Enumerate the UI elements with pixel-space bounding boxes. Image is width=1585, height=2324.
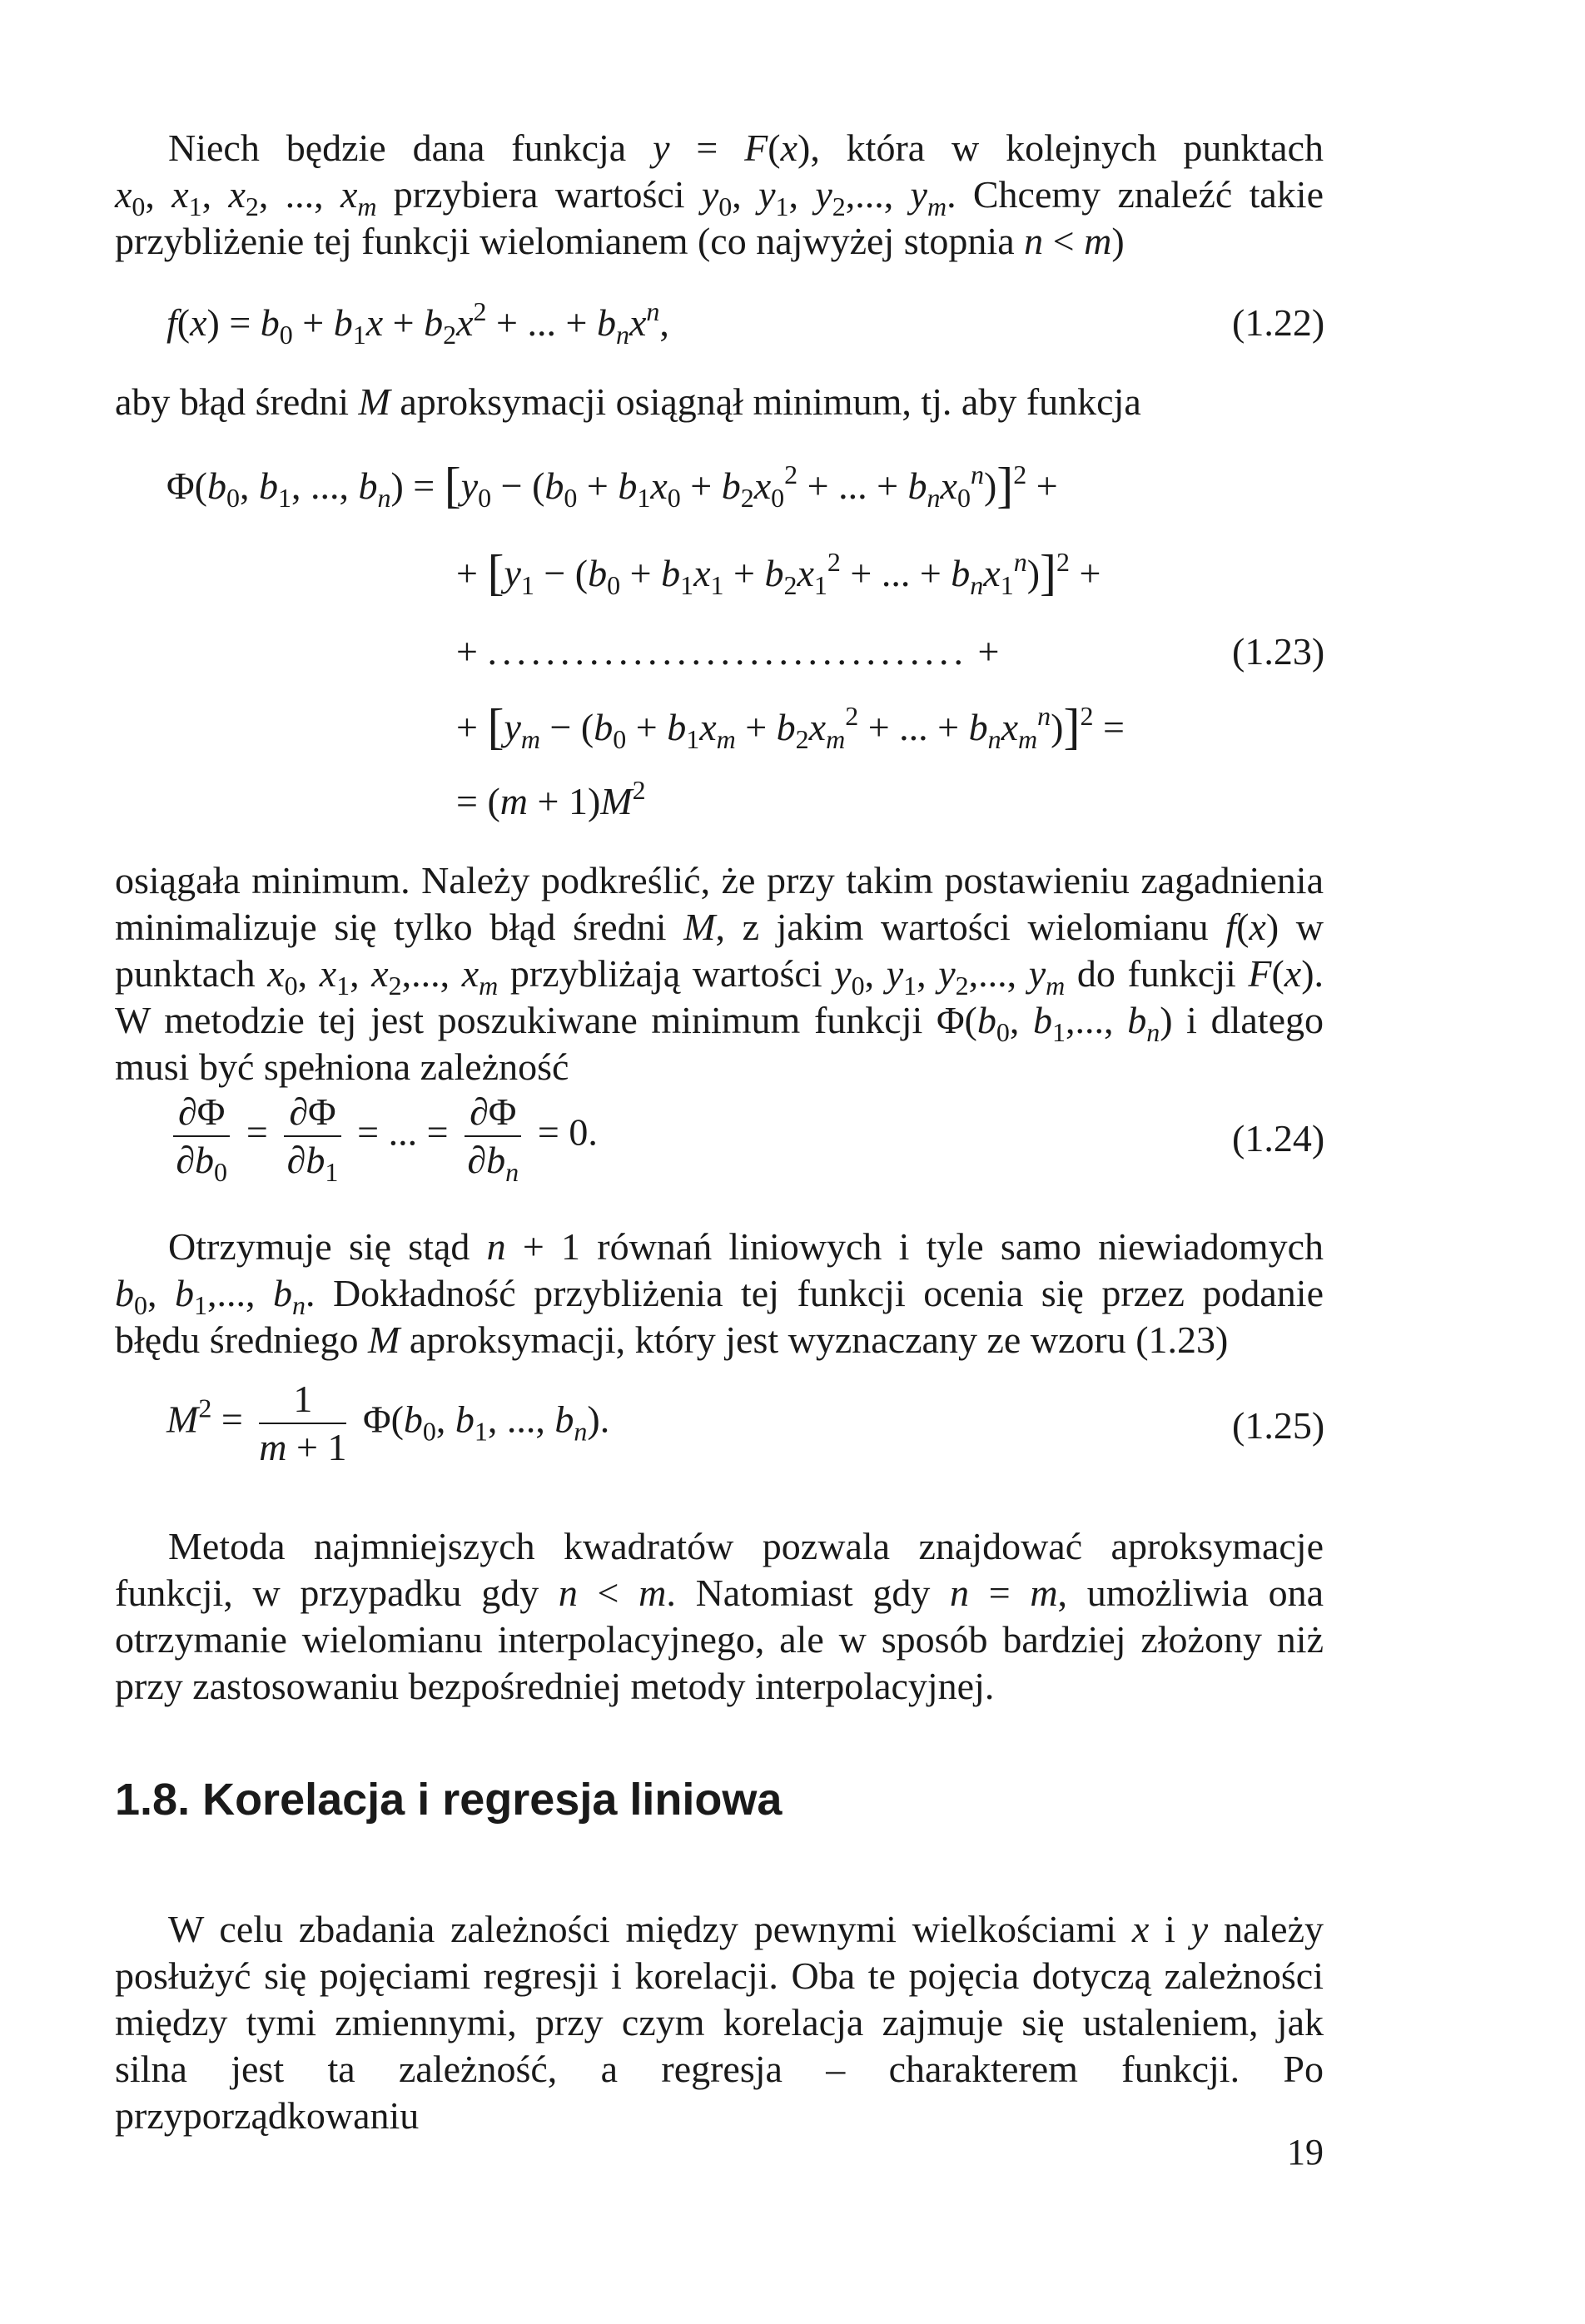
section-heading: 1.8. Korelacja i regresja liniowa [115, 1775, 783, 1825]
equation-number-1-24: (1.24) [1232, 1117, 1325, 1160]
equation-number-1-25: (1.25) [1232, 1404, 1325, 1447]
paragraph-correlation-intro: W celu zbadania zależności między pewnymi wielkościami x i y należy posłużyć się pojęciami regresji i korelacji. Oba te pojęcia dotyczą zależności między tymi zmiennymi, przy czym korelacja zajmuje się ustaleniem, jak silna jest ta zależność, a regresja – charakterem funkcji. Po przyporządkowaniu [115, 1908, 1324, 2137]
equation-phi-line-1: $\Phi(b_0$, $b_1$, ..., $b_n) = [y_0 - (b_0 + b_1x_0 + b_2x_0^2$ + ... + $b_nx_0^n)]^2$ + [166, 458, 1058, 513]
equation-polynomial: $f(x) = b_0 + b_1x + b_2x^2$ + ... + $b_nx^n$, [166, 296, 669, 350]
paragraph-error-text: aby błąd średni M aproksymacji osiągnął minimum, tj. aby funkcja [115, 380, 1141, 423]
page-number: 19 [1287, 2132, 1324, 2173]
paragraph-least-squares: Metoda najmniejszych kwadratów pozwala znajdować aproksymacje funkcji, w przypadku gdy n < m. Natomiast gdy n = m, umożliwia ona otrzymanie wielomianu interpolacyjnego, ale w sposób bardziej złożony niż przy zastosowaniu bezpośredniej metody interpolacyjnej. [115, 1525, 1324, 1707]
equation-phi-line-2: + [$y_1 - (b_0 + b_1x_1 + b_2x_1^2$ + ... + $b_nx_1^n)]^2$ + [456, 545, 1101, 600]
equation-phi-result: = $(m + 1)M^2$ [456, 775, 646, 822]
equation-partial-derivatives: $\frac{\partial\Phi}{\partial b_0}$ = $\frac{\partial\Phi}{\partial b_1}$ = ... = $\frac{\partial\Phi}{\partial b_n}$ = 0. [166, 1090, 598, 1182]
equation-number-1-23: (1.23) [1232, 630, 1325, 673]
paragraph-minimum: osiągała minimum. Należy podkreślić, że przy takim postawieniu zagadnienia minimalizuje się tylko błąd średni M, z jakim wartości wielomianu f(x) w punktach $x_0$, $x_1$, $x_2$,..., $x_m$ przybliżają wartości $y_0$, $y_1$, $y_2$,..., $y_m$ do funkcji F(x). W metodzie tej jest poszukiwane minimum funkcji $\Phi(b_0$, $b_1$,..., $b_n$) i dlatego musi być spełniona zależność [115, 859, 1324, 1088]
equation-phi-line-dots: + ................................. + [456, 630, 1000, 673]
paragraph-intro: Niech będzie dana funkcja y = F(x), która w kolejnych punktach $x_0$, $x_1$, $x_2$, ..., $x_m$ przybiera wartości $y_0$, $y_1$, $y_2$,..., $y_m$. Chcemy znaleźć takie przybliżenie tej funkcji wielomianem (co najwyżej stopnia n < m) [115, 127, 1324, 262]
paragraph-linear-equations: Otrzymuje się stąd n + 1 równań liniowych i tyle samo niewiadomych $b_0$, $b_1$,..., $b_n$. Dokładność przybliżenia tej funkcji ocenia się przez podanie błędu średniego M aproksymacji, który jest wyznaczany ze wzoru (1.23) [115, 1225, 1324, 1361]
equation-number-1-22: (1.22) [1232, 301, 1325, 344]
equation-phi-line-m: + [$y_m - (b_0 + b_1x_m + b_2x_m^2$ + ... + $b_nx_m^n)]^2$ = [456, 699, 1125, 754]
equation-mean-error: $M^2$ = $\frac{1}{m + 1}$ $\Phi(b_0$, $b_1$, ..., $b_n$). [166, 1378, 610, 1468]
